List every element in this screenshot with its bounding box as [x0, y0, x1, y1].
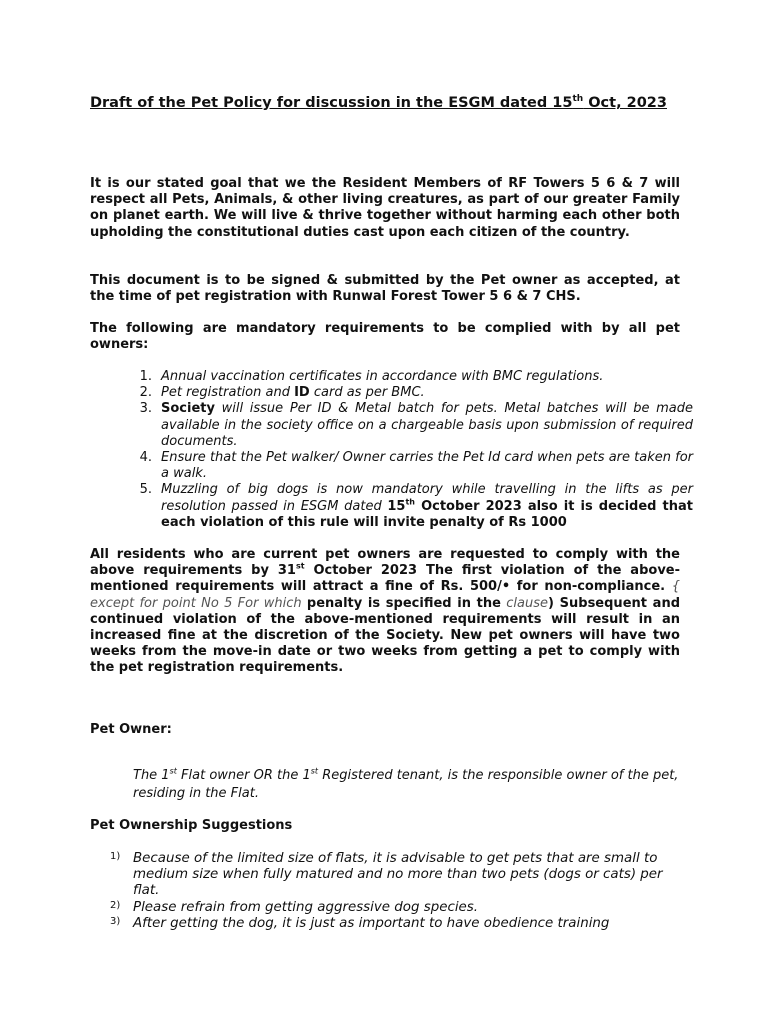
suggestion-item-3: [110, 916, 680, 932]
requirement-item-4: [128, 450, 693, 482]
requirement-bold-text: 15: [387, 498, 406, 514]
pet-owner-text-2: Flat owner OR the 1: [176, 768, 311, 783]
pet-owner-text: The 1: [133, 768, 170, 783]
signing-paragraph: This document is to be signed & submitted by the Pet owner as accepted, at the time of pet registration with Runwal Forest Tower 5 6 & 7 CHS.: [90, 273, 680, 305]
requirement-bold-text-end: October 2023 also it is decided that each violation of this rule will invite penalty of Rs 1000: [161, 498, 694, 530]
pet-owner-superscript-2: st: [310, 766, 319, 776]
requirements-list: [128, 369, 693, 531]
suggestion-item-2: [110, 900, 680, 916]
requirement-number: 5.: [139, 482, 152, 498]
suggestion-text: Because of the limited size of flats, it is advisable to get pets that are small to medium size when fully matured and no more than two pets (dogs or cats) per flat.: [133, 851, 663, 899]
pet-owner-heading: Pet Owner:: [90, 722, 172, 737]
requirement-superscript: th: [405, 497, 415, 507]
pet-owner-paragraph: [133, 767, 695, 802]
compliance-text-3: ) Subsequent and continued violation of the above-mentioned requirements will result in an increased fine at the discretion of the Society. New pet owners will have two weeks from the move-in date or two weeks from getting a pet to comply with the pet registration requirements.: [90, 595, 681, 676]
compliance-italic-text-2: clause: [500, 595, 549, 611]
pet-owner-text-3: Registered tenant, is the responsible owner of the pet, residing in the Flat.: [133, 768, 679, 801]
compliance-text-2: October 2023 The first violation of the above-mentioned requirements will attract a fine of Rs. 500/• for non-compliance.: [90, 563, 681, 595]
suggestions-list: [110, 851, 680, 932]
title-superscript: th: [572, 94, 584, 104]
requirement-bold-text: ID: [294, 385, 310, 401]
compliance-paragraph: [90, 547, 680, 677]
document-title: [90, 94, 667, 111]
compliance-superscript: st: [295, 561, 305, 571]
suggestion-text: After getting the dog, it is just as important to have obedience training: [133, 915, 610, 931]
requirement-text: Muzzling of big dogs is now mandatory while travelling in the lifts as per resolution passed in ESGM dated: [161, 482, 693, 514]
suggestion-number: 1): [110, 851, 121, 862]
requirement-number: 1.: [139, 369, 152, 384]
requirement-text: will issue Per ID & Metal batch for pets. Metal batches will be made available in the society office on a chargeable basis upon submission of required documents.: [161, 401, 693, 449]
title-text-end: Oct, 2023: [583, 94, 667, 111]
compliance-italic-text: { except for point No 5 For which: [90, 579, 680, 611]
pet-owner-superscript: st: [169, 766, 177, 776]
suggestion-item-1: [110, 851, 680, 900]
requirement-item-2: [128, 385, 693, 401]
requirement-item-3: [128, 401, 693, 450]
requirement-number: 3.: [139, 401, 152, 417]
requirement-text-end: card as per BMC.: [309, 385, 425, 401]
compliance-text: All residents who are current pet owners are requested to comply with the above requirements by 31: [90, 547, 680, 579]
suggestion-number: 2): [110, 899, 121, 911]
goal-paragraph: It is our stated goal that we the Resident Members of RF Towers 5 6 & 7 will respect all Pets, Animals, & other living creatures, as part of our greater Family on planet earth. We will live & thrive together without harming each other both upholding the constitutional duties cast upon each citizen of the country.: [90, 176, 680, 240]
requirement-number: 2.: [139, 385, 152, 401]
suggestion-text: Please refrain from getting aggressive dog species.: [133, 899, 479, 915]
requirement-bold-text: Society: [161, 401, 215, 417]
requirement-item-1: [128, 369, 693, 385]
suggestions-heading: Pet Ownership Suggestions: [90, 818, 293, 833]
requirement-text: Pet registration and: [161, 385, 295, 401]
requirement-text: Annual vaccination certificates in accordance with BMC regulations.: [161, 369, 604, 384]
title-text: Draft of the Pet Policy for discussion in the ESGM dated 15: [90, 94, 573, 111]
mandatory-intro-paragraph: The following are mandatory requirements to be complied with by all pet owners:: [90, 321, 680, 353]
requirement-text: Ensure that the Pet walker/ Owner carries the Pet Id card when pets are taken for a walk.: [161, 450, 693, 482]
suggestion-number: 3): [110, 915, 121, 927]
requirement-number: 4.: [139, 450, 152, 466]
compliance-bold-text: penalty is specified in the: [306, 595, 501, 611]
requirement-item-5: [128, 482, 693, 531]
